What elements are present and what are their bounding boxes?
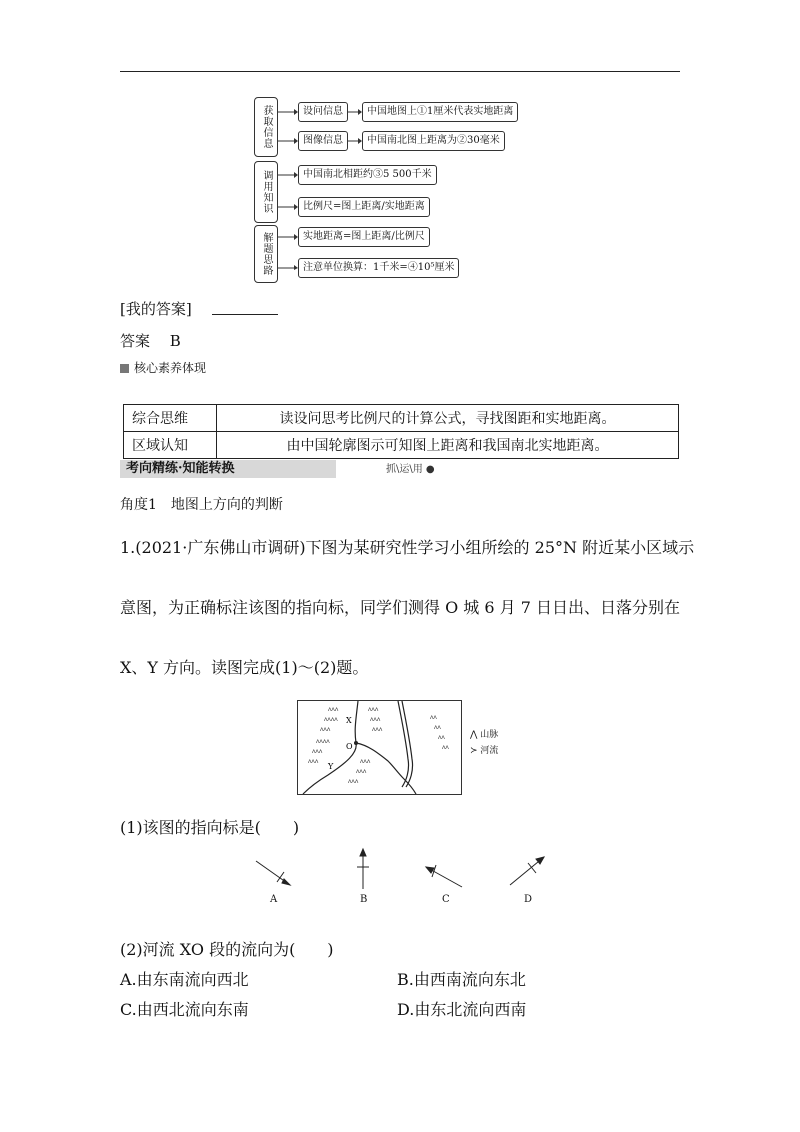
map-label-o: O <box>346 742 353 751</box>
table-cell: 读设问思考比例尺的计算公式，寻找图距和实地距离。 <box>217 405 679 432</box>
map-label-x: X <box>346 716 352 725</box>
region-map <box>297 700 462 795</box>
map-legend-river: ≻ 河流 <box>470 746 499 756</box>
flow-item: 比例尺=图上距离/实地距离 <box>298 197 430 217</box>
section-banner-tag: 抓\运\用 ● <box>386 464 435 475</box>
flow-item: 设问信息 <box>298 102 348 122</box>
section-square-icon <box>120 364 129 373</box>
map-drawing <box>298 701 461 794</box>
answer-label: 答案 <box>120 332 151 350</box>
flow-group-knowledge: 调用知识 <box>254 161 278 223</box>
svg-text:ᐱᐱᐱ: ᐱᐱᐱ <box>328 707 339 713</box>
map-legend-mountain: ⋀ 山脉 <box>470 730 499 740</box>
compass-options <box>240 845 560 910</box>
answer-line <box>120 330 181 351</box>
flow-item: 图像信息 <box>298 131 348 151</box>
flow-group-get-info: 获取信息 <box>254 97 278 157</box>
svg-text:ᐱᐱ: ᐱᐱ <box>438 735 445 741</box>
flow-item: 中国南北相距约③5 500千米 <box>298 165 437 185</box>
core-section-title: 核心素养体现 <box>134 361 207 375</box>
question-line-1: 1.(2021·广东佛山市调研)下图为某研究性学习小组所绘的 25°N 附近某小区域示 <box>120 538 695 557</box>
table-cell: 由中国轮廓图示可知图上距离和我国南北实地距离。 <box>217 432 679 459</box>
svg-text:ᐱᐱᐱ: ᐱᐱᐱ <box>372 727 383 733</box>
flow-result: 中国南北图上距离为②30毫米 <box>362 131 505 151</box>
svg-text:ᐱᐱᐱ: ᐱᐱᐱ <box>320 727 331 733</box>
sub-question-1: (1)该图的指向标是( ) <box>120 818 300 837</box>
compass-option-a-icon <box>256 861 290 885</box>
flowchart <box>250 95 514 285</box>
flow-item: 注意单位换算：1千米=④10⁵厘米 <box>298 258 459 278</box>
option-b[interactable]: B.由西南流向东北 <box>397 970 526 989</box>
header-rule <box>120 71 680 72</box>
option-d[interactable]: D.由东北流向西南 <box>397 1000 527 1019</box>
sub-question-2: (2)河流 XO 段的流向为( ) <box>120 940 334 959</box>
core-table <box>123 404 679 459</box>
svg-text:ᐱᐱᐱ: ᐱᐱᐱ <box>356 769 367 775</box>
river-symbol-icon: ≻ <box>470 746 478 756</box>
map-label-y: Y <box>328 762 334 771</box>
table-cell: 综合思维 <box>124 405 217 432</box>
mountain-symbol-icon: ⋀ <box>470 730 478 740</box>
core-section-heading <box>120 359 206 376</box>
compass-label-c: C <box>442 894 450 905</box>
answer-blank[interactable] <box>212 314 278 315</box>
svg-text:ᐱᐱᐱ: ᐱᐱᐱ <box>308 759 319 765</box>
svg-text:ᐱᐱᐱᐱ: ᐱᐱᐱᐱ <box>316 739 330 745</box>
compass-label-b: B <box>360 894 368 905</box>
svg-text:ᐱᐱᐱ: ᐱᐱᐱ <box>312 749 323 755</box>
my-answer-label: [我的答案] <box>120 300 192 318</box>
svg-text:ᐱᐱ: ᐱᐱ <box>434 725 441 731</box>
compass-option-d-icon <box>510 857 544 885</box>
svg-text:ᐱᐱᐱ: ᐱᐱᐱ <box>368 707 379 713</box>
svg-text:ᐱᐱᐱ: ᐱᐱᐱ <box>348 779 359 785</box>
question-line-2: 意图，为正确标注该图的指向标，同学们测得 O 城 6 月 7 日日出、日落分别在 <box>120 598 680 617</box>
svg-text:ᐱᐱᐱ: ᐱᐱᐱ <box>360 759 371 765</box>
question-line-3: X、Y 方向。读图完成(1)～(2)题。 <box>120 658 369 677</box>
option-c[interactable]: C.由西北流向东南 <box>120 1000 249 1019</box>
svg-text:ᐱᐱ: ᐱᐱ <box>442 745 449 751</box>
section-banner: 考向精练·知能转换 <box>120 460 336 478</box>
flow-result: 中国地图上①1厘米代表实地距离 <box>362 102 518 122</box>
compass-option-c-icon <box>426 865 462 887</box>
compass-option-b-icon <box>357 849 369 889</box>
compass-label-d: D <box>524 894 533 905</box>
answer-value: B <box>169 332 181 350</box>
table-row <box>124 432 679 459</box>
option-a[interactable]: A.由东南流向西北 <box>120 970 249 989</box>
flow-item: 实地距离=图上距离/比例尺 <box>298 227 430 247</box>
angle-title: 角度1 地图上方向的判断 <box>120 497 283 513</box>
svg-text:ᐱᐱᐱᐱ: ᐱᐱᐱᐱ <box>324 717 338 723</box>
svg-text:ᐱᐱ: ᐱᐱ <box>430 715 437 721</box>
flow-group-thinking: 解题思路 <box>254 225 278 283</box>
svg-text:ᐱᐱᐱ: ᐱᐱᐱ <box>370 717 381 723</box>
table-cell: 区域认知 <box>124 432 217 459</box>
compass-label-a: A <box>270 894 278 905</box>
flowchart-connectors <box>250 95 480 285</box>
table-row <box>124 405 679 432</box>
